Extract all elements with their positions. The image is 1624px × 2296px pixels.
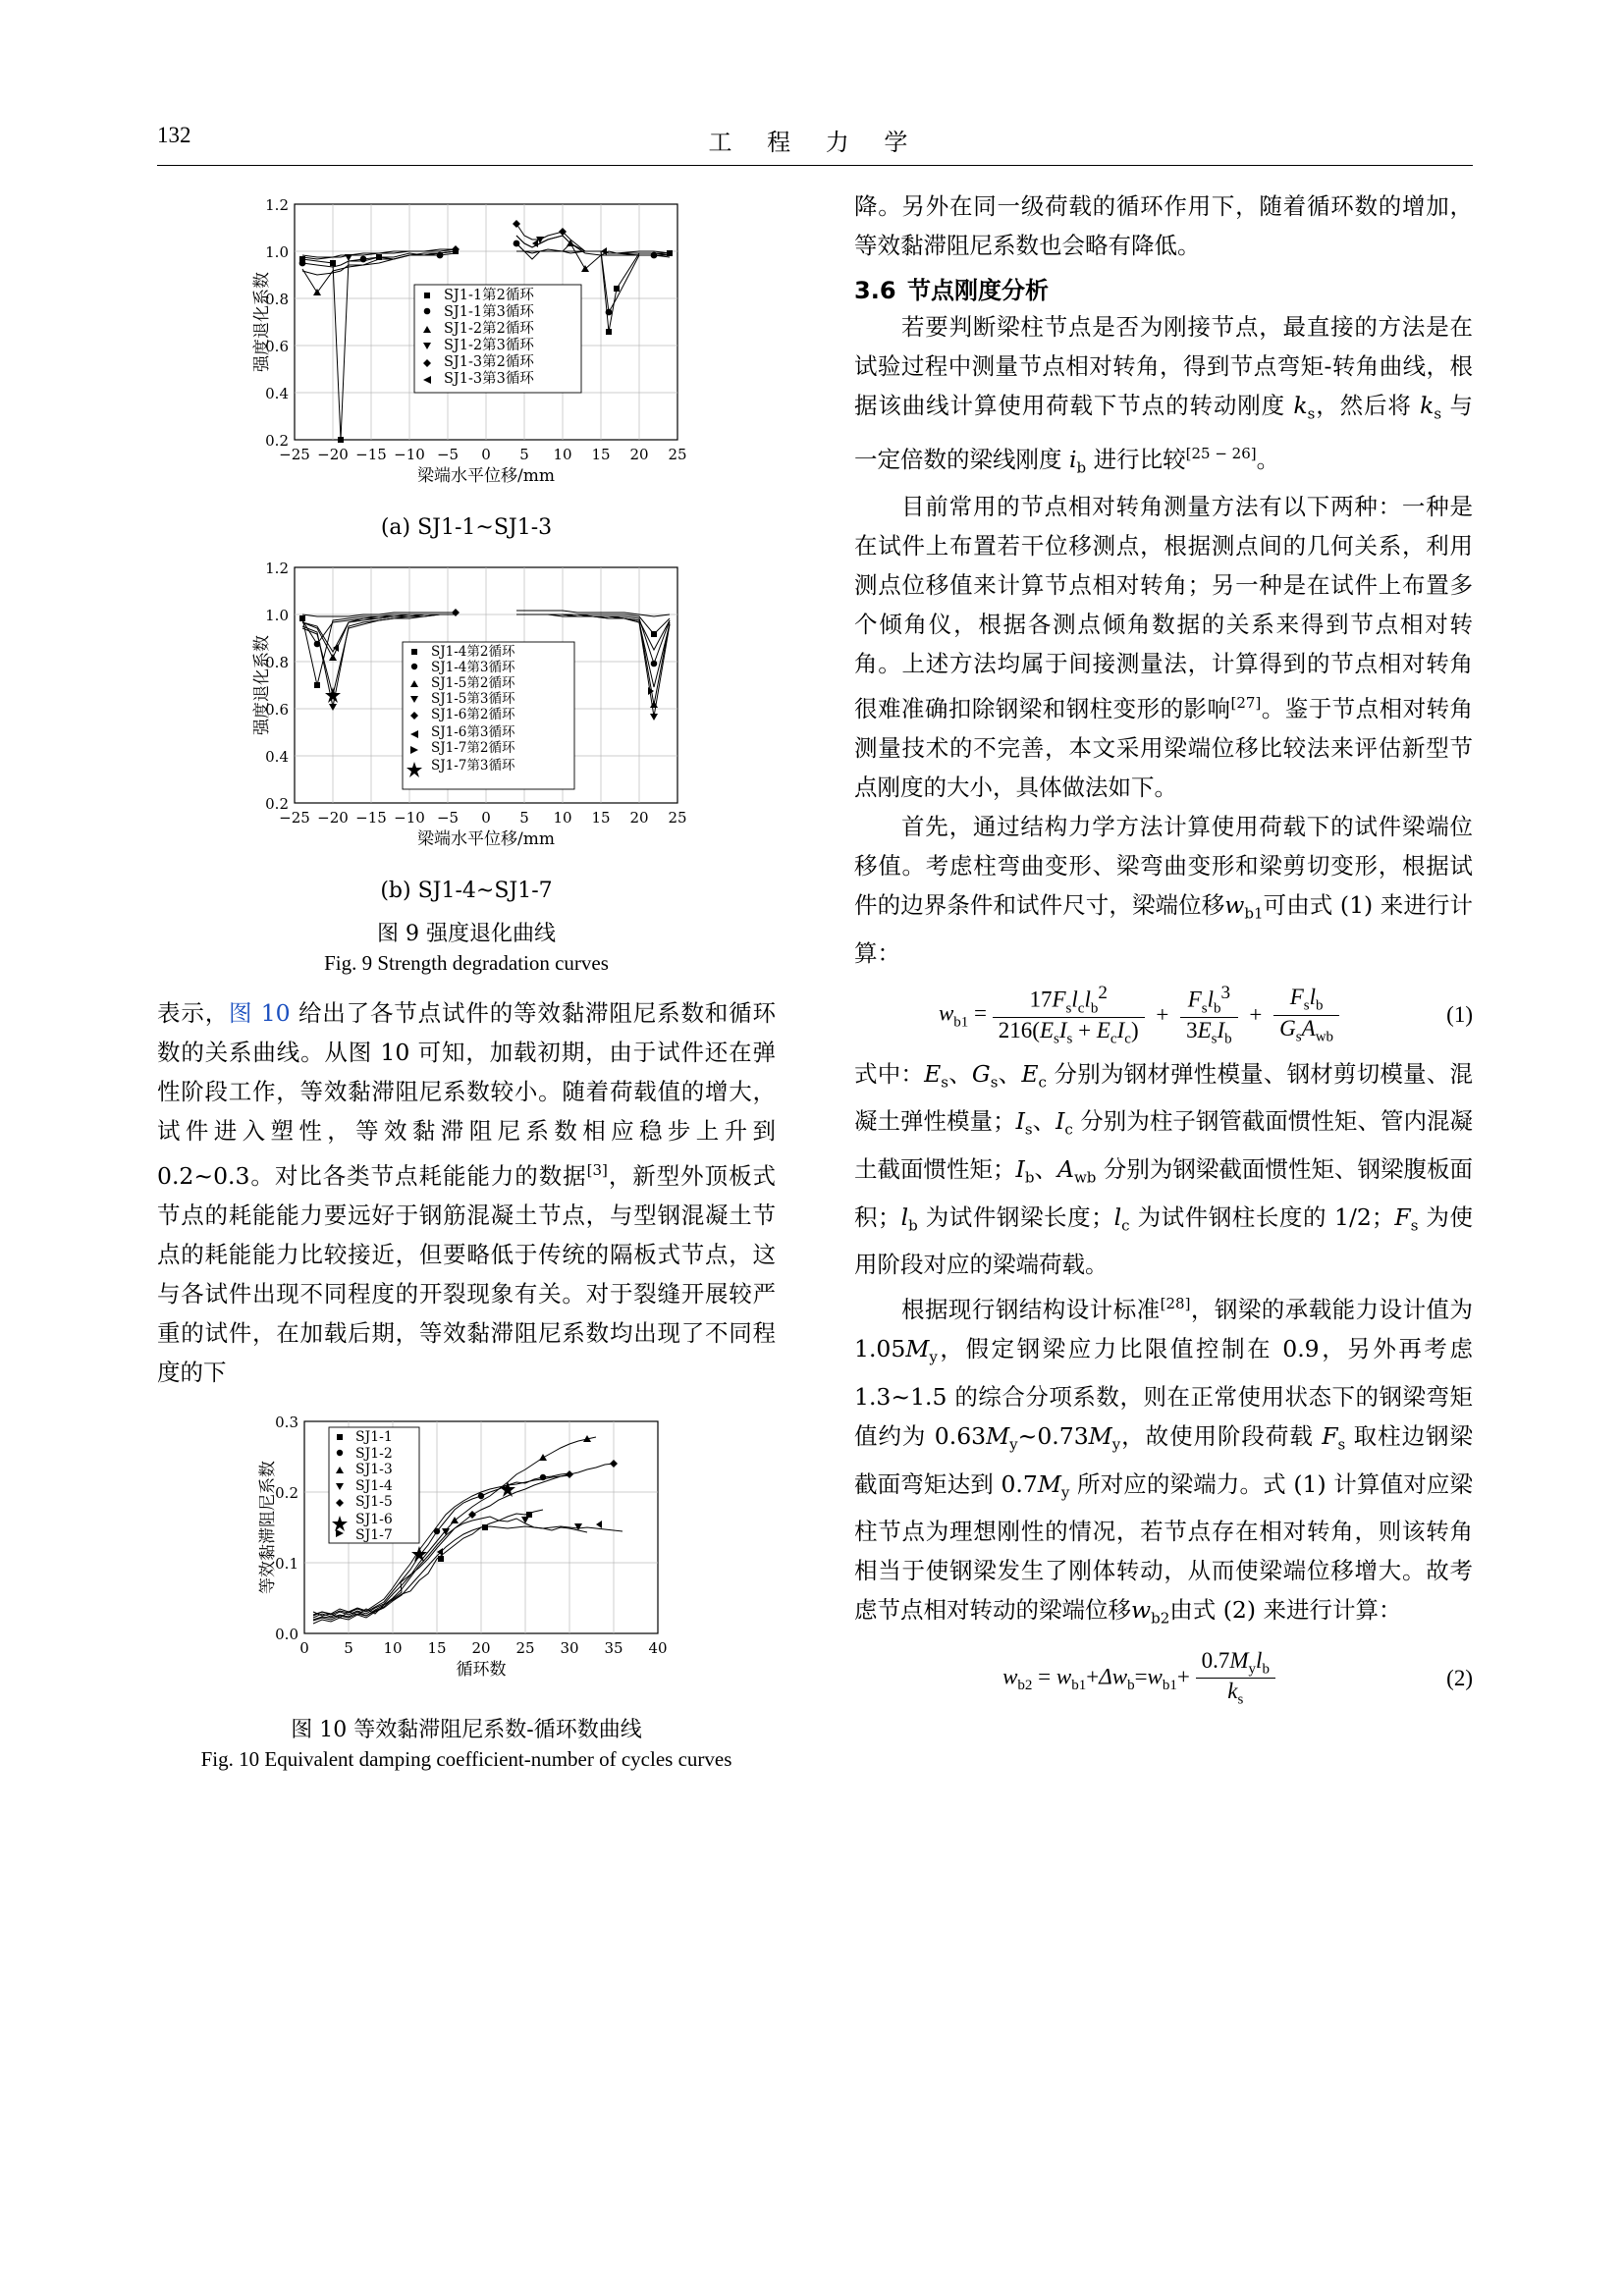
figure-10 [157,1406,776,1705]
svg-text:SJ1-4: SJ1-4 [355,1477,393,1494]
right-paragraph-2 [854,307,1473,487]
para5-a: 式中： [854,1059,925,1088]
svg-text:25: 25 [515,1638,535,1657]
symbol-my-1-sub: y [929,1348,938,1366]
svg-text:10: 10 [553,809,572,827]
svg-text:−15: −15 [355,446,387,463]
svg-text:0: 0 [299,1638,309,1657]
right-column [854,187,1473,1715]
left-column [157,187,776,1772]
equation-1-number: (1) [1446,1002,1473,1028]
svg-text:梁端水平位移/mm: 梁端水平位移/mm [417,829,555,849]
symbol-my-2-sub: y [1009,1435,1018,1454]
right-paragraph-6 [854,1284,1473,1638]
svg-text:40: 40 [648,1638,668,1657]
fig9-caption-cn: 图 9 强度退化曲线 [377,922,556,946]
svg-text:SJ1-5第3循环: SJ1-5第3循环 [431,691,515,707]
svg-text:强度退化系数: 强度退化系数 [252,272,272,372]
symbol-fs-sub: s [1337,1435,1346,1454]
svg-text:SJ1-4第3循环: SJ1-4第3循环 [431,660,515,675]
svg-text:0.2: 0.2 [265,432,289,450]
svg-text:SJ1-7第2循环: SJ1-7第2循环 [431,740,515,756]
svg-text:循环数: 循环数 [456,1659,507,1680]
svg-text:25: 25 [668,446,687,463]
svg-text:SJ1-3第2循环: SJ1-3第2循环 [444,354,534,370]
equation-1-row [854,983,1473,1048]
svg-text:0.1: 0.1 [275,1554,298,1573]
symbol-ks-2-sub: s [1434,404,1442,423]
symbol-my-2: M [986,1421,1010,1450]
para2-a: 若要判断梁柱节点是否为刚接节点，最直接的方法是在试验过程中测量节点相对转角，得到节点弯矩-转角曲线，根据该曲线计算使用荷载下节点的转动刚度 [854,313,1473,419]
svg-text:SJ1-6第2循环: SJ1-6第2循环 [431,707,515,722]
svg-text:SJ1-6: SJ1-6 [355,1511,393,1527]
para6-g: 所对应的梁端力。式 (1) 计算值对应梁柱节点为理想刚性的情况，若节点存在相对转角，则该转角相当于使钢梁发生了刚体转动，从而使梁端位移增大。故考虑节点相对转动的梁端位移 [854,1469,1474,1625]
figure-9b [157,550,776,903]
symbol-wb1-inline: w [1224,891,1245,920]
svg-text:−5: −5 [436,809,460,827]
para4-a: 首先，通过结构力学方法计算使用荷载下的试件梁端位移值。考虑柱弯曲变形、梁弯曲变形和梁剪切变形，根据试件的边界条件和试件尺寸，梁端位移 [854,813,1473,920]
svg-text:SJ1-2第2循环: SJ1-2第2循环 [444,321,534,337]
symbol-ks-1-sub: s [1307,404,1316,423]
svg-text:15: 15 [591,446,611,463]
symbol-wb1-inline-sub: b1 [1244,904,1264,923]
fig10-caption-en: Fig. 10 Equivalent damping coefficient-number of cycles curves [200,1746,732,1771]
para2-c: 与一定倍数的梁线刚度 [854,392,1473,473]
svg-text:SJ1-7: SJ1-7 [355,1526,393,1543]
citation-28: [28] [1160,1295,1191,1313]
para6-b: ，钢梁的承载能力设计值为 1.05 [854,1296,1474,1363]
svg-text:10: 10 [553,446,572,463]
fig10-caption-cn: 图 10 等效黏滞阻尼系数-循环数曲线 [291,1717,642,1742]
fig9b-subcaption: (b) SJ1-4~SJ1-7 [380,879,553,903]
journal-title: 工 程 力 学 [708,129,922,156]
svg-text:1.0: 1.0 [265,607,289,624]
para6-h: 由式 (2) 来进行计算： [1169,1596,1402,1625]
citation-25-26: [25 − 26] [1185,444,1257,462]
svg-text:−10: −10 [394,446,425,463]
svg-text:−25: −25 [279,809,310,827]
svg-text:1.2: 1.2 [265,196,289,214]
svg-text:SJ1-5: SJ1-5 [355,1493,393,1510]
svg-text:−25: −25 [279,446,310,463]
svg-text:SJ1-1: SJ1-1 [355,1428,393,1445]
right-paragraph-5: 式中：$E_s$、$G_s$、$E_c$ 分别为钢材弹性模量、钢材剪切模量、混凝土弹性模量；$I_s$、$I_c$ 分别为柱子钢管截面惯性矩、管内混凝土截面惯性矩；$I_b$、$A_{wb}$ 分别为钢梁截面惯性矩、钢梁腹板面积；$l_b$ 为试件钢梁长度；$l_c$ 为试件钢柱长度的 1/2；$F_s$ 为使用阶段对应的梁端荷载。 [854,1059,1474,1279]
para6-c: ，假定钢梁应力比限值控制在 0.9，另外再考虑 1.3~1.5 的综合分项系数，则在正常使用状态下的钢梁弯矩值约为 0.63 [854,1335,1473,1450]
para6-d: ~0.73 [1017,1421,1089,1450]
svg-text:等效黏滞阻尼系数: 等效黏滞阻尼系数 [258,1460,278,1594]
svg-text:0.6: 0.6 [265,701,289,719]
para4-b: 可由式 (1) 来进行计算： [854,891,1474,967]
svg-text:−5: −5 [436,446,460,463]
svg-text:SJ1-2第3循环: SJ1-2第3循环 [444,338,534,353]
svg-text:SJ1-2: SJ1-2 [355,1445,393,1462]
para3-a: 目前常用的节点相对转角测量方法有以下两种：一种是在试件上布置若干位移测点，根据测点间的几何关系，利用测点位移值来计算节点相对转角；另一种是在试件上布置多个倾角仪，根据各测点倾角数据的关系来得到节点相对转角。上述方法均属于间接测量法，计算得到的节点相对转角很难准确扣除钢梁和钢柱变形的影响 [854,493,1473,723]
svg-text:1.0: 1.0 [265,243,289,261]
figure-10-link[interactable]: 图 10 [229,999,291,1027]
svg-text:0.6: 0.6 [265,338,289,355]
para5-body2: 分别为柱子钢管截面惯性矩、管内混凝土截面惯性矩； [854,1107,1473,1183]
para2-e: 。 [1256,445,1280,473]
right-paragraph-4 [854,807,1473,973]
svg-text:0.4: 0.4 [265,748,289,766]
para2-d: 进行比较 [1086,445,1186,473]
page-header [157,123,1473,162]
symbol-ks-2: k [1420,392,1435,419]
figure-9a [157,187,776,540]
symbol-my-1: M [905,1335,930,1363]
fig9b-chart [157,550,776,874]
svg-text:25: 25 [668,809,687,827]
symbol-wb2-inline-sub: b2 [1151,1609,1170,1628]
section-heading-3-6 [854,271,1473,305]
svg-text:10: 10 [383,1638,403,1657]
svg-text:0.0: 0.0 [275,1625,298,1643]
svg-text:SJ1-4第2循环: SJ1-4第2循环 [431,644,515,660]
equation-1: $w_{b1}$ = $\frac{17F_sl_cl_b^2}{216(E_sI_s + E_cI_c)}$ + $\frac{F_sl_b^3}{3E_sI_b}$ + $\frac{F_sl_b}{G_sA_{wb}}$ [854,983,1424,1048]
para6-e: ，故使用阶段荷载 [1120,1421,1323,1450]
svg-text:0: 0 [481,446,491,463]
svg-text:15: 15 [427,1638,447,1657]
symbol-wb2-inline: w [1131,1596,1152,1625]
para1-part-c: ，新型外顶板式节点的耗能能力要远好于钢筋混凝土节点，与型钢混凝土节点的耗能能力比较接近，但要略低于传统的隔板式节点，这与各试件出现不同程度的开裂现象有关。对于裂缝开展较严重的试件，在加载后期，等效黏滞阻尼系数均出现了不同程度的下 [157,1161,777,1386]
svg-text:5: 5 [519,446,529,463]
svg-text:15: 15 [591,809,611,827]
svg-text:20: 20 [629,446,649,463]
symbol-my-3: M [1088,1421,1112,1450]
svg-text:SJ1-7第3循环: SJ1-7第3循环 [431,758,515,774]
svg-text:20: 20 [629,809,649,827]
fig9a-chart [157,187,776,510]
para5-body: 分别为钢材弹性模量、钢材剪切模量、混凝土弹性模量； [854,1059,1474,1136]
svg-text:0: 0 [481,809,491,827]
svg-text:SJ1-3第3循环: SJ1-3第3循环 [444,371,534,387]
svg-text:5: 5 [344,1638,353,1657]
svg-text:−15: −15 [355,809,387,827]
para1-part-b: 给出了各节点试件的等效黏滞阻尼系数和循环数的关系曲线。从图 10 可知，加载初期，由于试件还在弹性阶段工作，等效黏滞阻尼系数较小。随着荷载值的增大，试件进入塑性，等效黏滞阻尼系数相应稳步上升到 0.2~0.3。对比各类节点耗能能力的数据 [157,999,777,1190]
section-title: 节点刚度分析 [907,277,1049,304]
equation-2-row [854,1648,1473,1709]
svg-text:1.2: 1.2 [265,560,289,577]
para5-body4: 为试件钢梁长度； [917,1202,1114,1231]
right-paragraph-3 [854,487,1473,807]
svg-text:35: 35 [604,1638,623,1657]
fig9-caption-en: Fig. 9 Strength degradation curves [324,951,609,975]
citation-27: [27] [1230,694,1262,713]
symbol-my-4-sub: y [1060,1483,1070,1502]
svg-text:−20: −20 [317,446,349,463]
para5-body5: 为试件钢柱长度的 1/2； [1129,1202,1395,1231]
para1-part-a: 表示， [157,999,230,1027]
svg-text:−10: −10 [394,809,425,827]
para3-b: 。鉴于节点相对转角测量技术的不完善，本文采用梁端位移比较法来评估新型节点刚度的大小，具体做法如下。 [854,695,1474,802]
svg-text:0.2: 0.2 [265,795,289,813]
para6-f: 取柱边钢梁截面弯矩达到 0.7 [854,1421,1473,1498]
svg-text:SJ1-6第3循环: SJ1-6第3循环 [431,724,515,740]
header-rule [157,165,1473,166]
svg-text:SJ1-3: SJ1-3 [355,1461,393,1477]
svg-text:0.3: 0.3 [275,1413,298,1431]
svg-text:梁端水平位移/mm: 梁端水平位移/mm [417,466,555,486]
svg-text:20: 20 [471,1638,491,1657]
svg-text:0.4: 0.4 [265,385,289,402]
para6-a: 根据现行钢结构设计标准 [901,1296,1161,1324]
right-paragraph-top: 降。另外在同一级荷载的循环作用下，随着循环数的增加，等效黏滞阻尼系数也会略有降低。 [854,192,1473,259]
symbol-my-3-sub: y [1111,1435,1121,1454]
svg-text:0.8: 0.8 [265,291,289,308]
svg-text:5: 5 [519,809,529,827]
symbol-my-4: M [1037,1469,1061,1498]
svg-text:0.2: 0.2 [275,1483,298,1502]
para5-body3: 分别为钢梁截面惯性矩、钢梁腹板面积； [854,1154,1473,1231]
svg-text:SJ1-1第2循环: SJ1-1第2循环 [444,288,534,303]
section-number: 3.6 [854,277,896,304]
svg-text:强度退化系数: 强度退化系数 [252,635,272,735]
fig10-chart [157,1406,776,1700]
svg-text:−20: −20 [317,809,349,827]
svg-text:0.8: 0.8 [265,654,289,671]
left-paragraph-1 [157,993,776,1392]
symbol-ib-sub: b [1076,458,1087,477]
fig9a-subcaption: (a) SJ1-1~SJ1-3 [380,515,553,540]
equation-2-number: (2) [1446,1665,1473,1690]
svg-text:SJ1-5第2循环: SJ1-5第2循环 [431,675,515,691]
equation-2: $w_{b2} = w_{b1}+\Delta w_b=w_{b1}+$ $\frac{0.7M_yl_b}{k_s}$ [854,1648,1424,1709]
svg-text:30: 30 [560,1638,579,1657]
svg-text:SJ1-1第3循环: SJ1-1第3循环 [444,304,534,320]
para5-body6: 为使用阶段对应的梁端荷载。 [854,1202,1473,1279]
symbol-fs: F [1322,1421,1338,1450]
para2-b: ，然后将 [1315,392,1421,419]
page-number: 132 [157,123,191,147]
citation-3: [3] [586,1161,608,1179]
symbol-ib: i [1068,445,1077,473]
symbol-ks-1: k [1293,392,1308,419]
